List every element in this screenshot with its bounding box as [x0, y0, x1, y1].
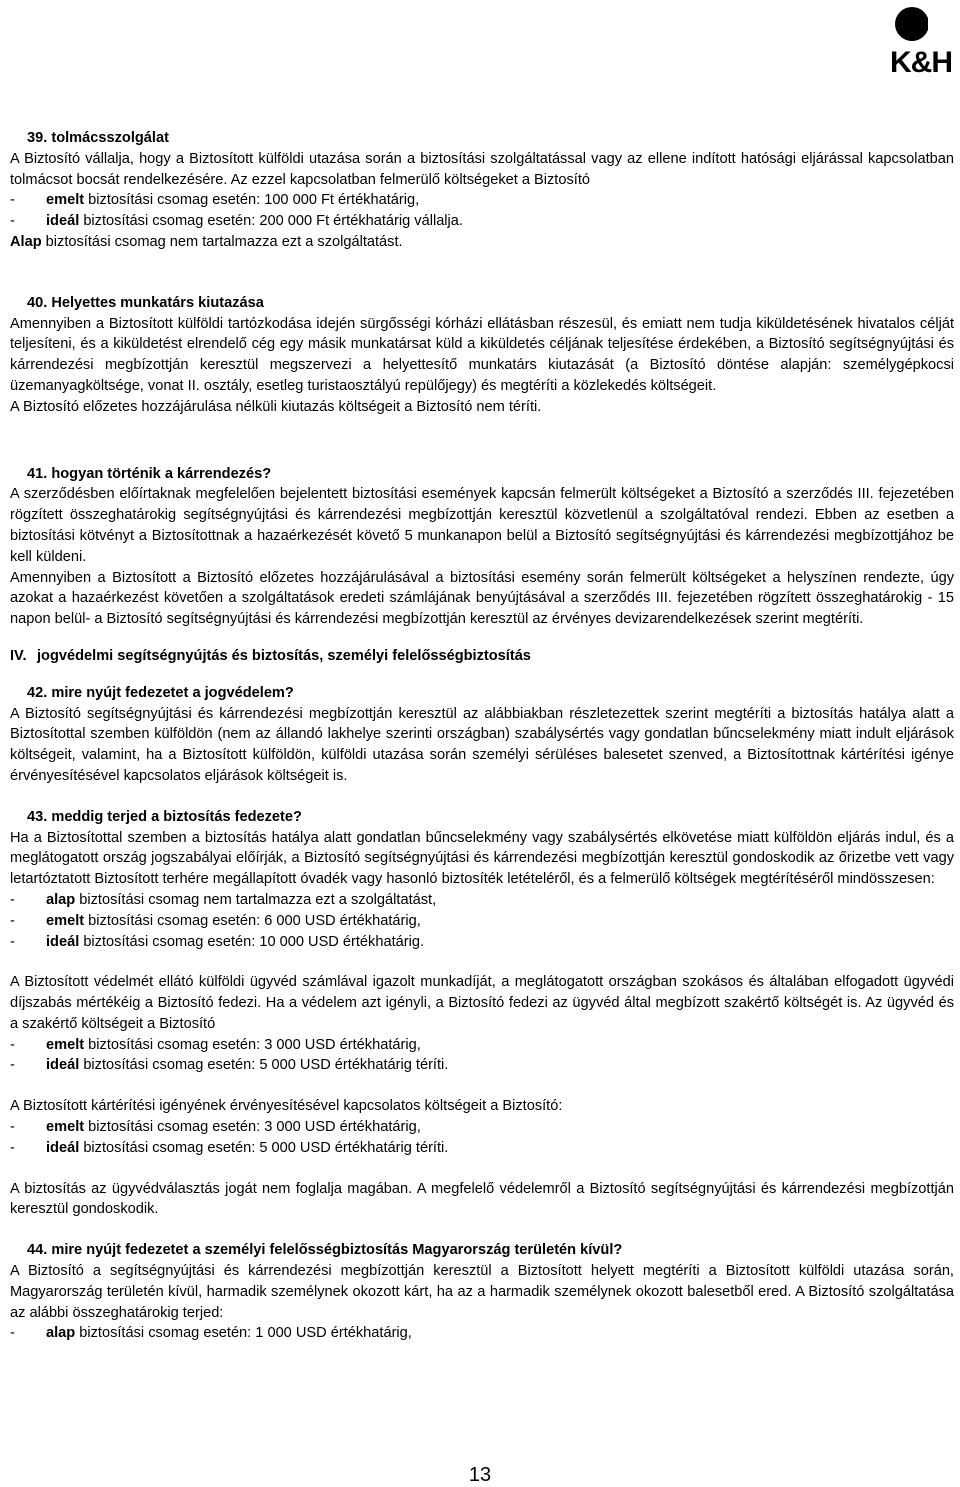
paragraph: A biztosítás az ügyvédválasztás jogát nem foglalja magában. A megfelelő védelemről a Biztosító segítségnyújtási és kárrendezési megbízottján keresztül gondoskodik.: [10, 1180, 954, 1218]
logo-dot-icon: [878, 4, 928, 46]
paragraph: A Biztosított kártérítési igényének érvényesítésével kapcsolatos költségeit a Biztosító:: [10, 1098, 563, 1115]
package-name: alap: [46, 891, 76, 908]
paragraph-text: biztosítási csomag nem tartalmazza ezt a szolgáltatást.: [41, 233, 403, 250]
list-item-text: biztosítási csomag esetén: 5 000 USD értékhatárig téríti.: [79, 1139, 449, 1156]
paragraph: A Biztosító a segítségnyújtási és kárrendezési megbízottján keresztül a Biztosított helyett megtéríti a Biztosított külföldi utazása során, Magyarország területén kívül, harmadik személynek okozott kárt, ha az a harmadik személynek okozott balesetből ered. A Biztosító szolgáltatása az alábbi összeghatárokig terjed:: [10, 1263, 954, 1321]
chapter-title: jogvédelmi segítségnyújtás és biztosítás, személyi felelősségbiztosítás: [37, 647, 531, 664]
list-item-text: biztosítási csomag esetén: 1 000 USD értékhatárig,: [75, 1325, 412, 1342]
section-39: [10, 128, 954, 253]
page-number: 13: [468, 1464, 492, 1486]
package-name: ideál: [46, 1057, 80, 1074]
chapter-number: IV.: [10, 647, 27, 664]
package-name: Alap: [10, 233, 42, 250]
paragraph: A Biztosító vállalja, hogy a Biztosított külföldi utazása során a biztosítási szolgáltatással vagy az ellene indított hatósági eljárással kapcsolatban tolmácsot bocsát rendelkezésére. Az ezzel kapcsolatban felmerülő költségeket a Biztosító: [10, 150, 954, 188]
list-item: - emelt biztosítási csomag esetén: 100 000 Ft értékhatárig,: [10, 192, 420, 209]
logo-text: K&H: [890, 46, 952, 79]
list-item: - ideál biztosítási csomag esetén: 5 000 USD értékhatárig téríti.: [10, 1057, 449, 1074]
section-44: [10, 1240, 954, 1344]
list-item-text: biztosítási csomag esetén: 200 000 Ft értékhatárig vállalja.: [79, 213, 463, 230]
list-item: - alap biztosítási csomag nem tartalmazza ezt a szolgáltatást,: [10, 891, 437, 908]
list-item: - ideál biztosítási csomag esetén: 5 000 USD értékhatárig téríti.: [10, 1139, 449, 1156]
list-item-text: biztosítási csomag esetén: 100 000 Ft értékhatárig,: [84, 192, 420, 209]
section-43: [10, 807, 954, 1221]
list-item-text: biztosítási csomag nem tartalmazza ezt a szolgáltatást,: [75, 891, 437, 908]
paragraph: A szerződésben előírtaknak megfelelően bejelentett biztosítási események kapcsán felmerült költségeket a Biztosító a szerződés III. fejezetében rögzített összeghatárokig segítségnyújtási és kárrendezési megbízottján keresztül közvetlenül a szolgáltatóval rendezi. Ebben az esetben a biztosítási kötvényt a Biztosítottnak a hazaérkezését követő 5 munkanapon belül a Biztosító segítségnyújtási és kárrendezési megbízottjához be kell küldeni.: [10, 486, 954, 565]
chapter-heading: [10, 646, 954, 667]
paragraph: Ha a Biztosítottal szemben a biztosítás hatálya alatt gondatlan bűncselekmény vagy szabálysértés elkövetése miatt külföldön eljárás indul, és a meglátogatott ország jogszabályai előírják, a Biztosító segítségnyújtási és kárrendezési megbízottján keresztül gondoskodik az őrizetbe vett vagy letartóztatott Biztosított terhére megállapított óvadék vagy hasonló biztosíték letételéről, és a felmerülő költségek megtérítéséről mindösszesen:: [10, 829, 954, 888]
list-item-text: biztosítási csomag esetén: 3 000 USD értékhatárig,: [84, 1119, 421, 1136]
paragraph: Amennyiben a Biztosított külföldi tartózkodása idején sürgősségi kórházi ellátásban részesül, és emiatt nem tudja kiküldetésének hivatalos célját teljesíteni, és a kiküldetést elrendelő cég egy másik munkatársat küld a kiküldetés céljának teljesítése érdekében, a Biztosító segítségnyújtási és kárrendezési megbízottján keresztül megszervezi a helyettesítő munkatárs kiutazását (a Biztosító döntése alapján: személygépkocsi üzemanyagköltsége, vonat II. osztály, esetleg turistaosztályú repülőjegy) és megtéríti a közlekedés költségeit.: [10, 315, 954, 394]
paragraph: [10, 232, 954, 253]
package-name: alap: [46, 1325, 76, 1342]
section-heading: 39. tolmácsszolgálat: [27, 130, 169, 146]
list-item-text: biztosítási csomag esetén: 3 000 USD értékhatárig,: [84, 1036, 421, 1053]
section-42: [10, 683, 954, 787]
section-heading: 44. mire nyújt fedezetet a személyi felelősségbiztosítás Magyarország területén kívül?: [27, 1242, 623, 1259]
list-item: - emelt biztosítási csomag esetén: 3 000 USD értékhatárig,: [10, 1036, 421, 1053]
paragraph: A Biztosító előzetes hozzájárulása nélküli kiutazás költségeit a Biztosító nem téríti.: [10, 398, 542, 415]
list-item: - emelt biztosítási csomag esetén: 6 000 USD értékhatárig,: [10, 912, 421, 929]
section-40: [10, 293, 954, 418]
paragraph: A Biztosított védelmét ellátó külföldi ügyvéd számlával igazolt munkadíját, a meglátogatott országban szokásos és általában elfogadott ügyvédi díjszabás mértékéig a Biztosító fedezi. Ha a védelem azt igényli, a Biztosító fedezi az ügyvéd által megbízott szakértő költségét is. Az ügyvéd és a szakértő költségeit a Biztosító: [10, 974, 954, 1032]
list-item: - ideál biztosítási csomag esetén: 10 000 USD értékhatárig.: [10, 933, 425, 950]
list-item-text: biztosítási csomag esetén: 10 000 USD értékhatárig.: [79, 933, 425, 950]
package-name: emelt: [46, 1036, 85, 1053]
kh-logo: [852, 4, 952, 78]
package-name: ideál: [46, 1139, 80, 1156]
list-item: - alap biztosítási csomag esetén: 1 000 USD értékhatárig,: [10, 1325, 412, 1342]
section-heading: 43. meddig terjed a biztosítás fedezete?: [27, 808, 302, 825]
package-name: emelt: [46, 1119, 85, 1136]
list-item: - ideál biztosítási csomag esetén: 200 000 Ft értékhatárig vállalja.: [10, 213, 463, 230]
list-item-text: biztosítási csomag esetén: 6 000 USD értékhatárig,: [84, 912, 421, 929]
section-41: [10, 464, 954, 630]
list-item-text: biztosítási csomag esetén: 5 000 USD értékhatárig téríti.: [79, 1057, 449, 1074]
section-heading: 40. Helyettes munkatárs kiutazása: [27, 294, 264, 311]
section-heading: 41. hogyan történik a kárrendezés?: [27, 465, 272, 482]
list-item: - emelt biztosítási csomag esetén: 3 000 USD értékhatárig,: [10, 1119, 421, 1136]
document-body: [10, 128, 954, 1344]
section-heading: 42. mire nyújt fedezetet a jogvédelem?: [27, 684, 294, 701]
package-name: emelt: [46, 912, 85, 929]
package-name: ideál: [46, 213, 80, 230]
paragraph: Amennyiben a Biztosított a Biztosító előzetes hozzájárulásával a biztosítási esemény során felmerült költségeket a helyszínen rendezte, úgy azokat a hazaérkezést követően a szolgáltatások eredeti számlájának benyújtásával a szerződés III. fejezetében rögzített összeghatárokig - 15 napon belül- a Biztosító segítségnyújtási és kárrendezési megbízottján keresztül az érvényes devizarendelkezések szerint megtéríti.: [10, 569, 954, 628]
paragraph: A Biztosító segítségnyújtási és kárrendezési megbízottján keresztül az alábbiakban részletezettek szerint megtéríti a biztosítás hatálya alatt a Biztosítottal szemben külföldön (nem az állandó lakhelye szerinti országban) szabálysértés vagy gondatlan bűncselekmény miatt indult eljárások költségeit, valamint, ha a Biztosított külföldön, külföldi utazása során személyi sérüléses balesetet szenved, a Biztosítottnak kártérítési igénye érvényesítésével kapcsolatos eljárások költségeit is.: [10, 705, 954, 784]
package-name: ideál: [46, 933, 80, 950]
package-name: emelt: [46, 192, 85, 209]
